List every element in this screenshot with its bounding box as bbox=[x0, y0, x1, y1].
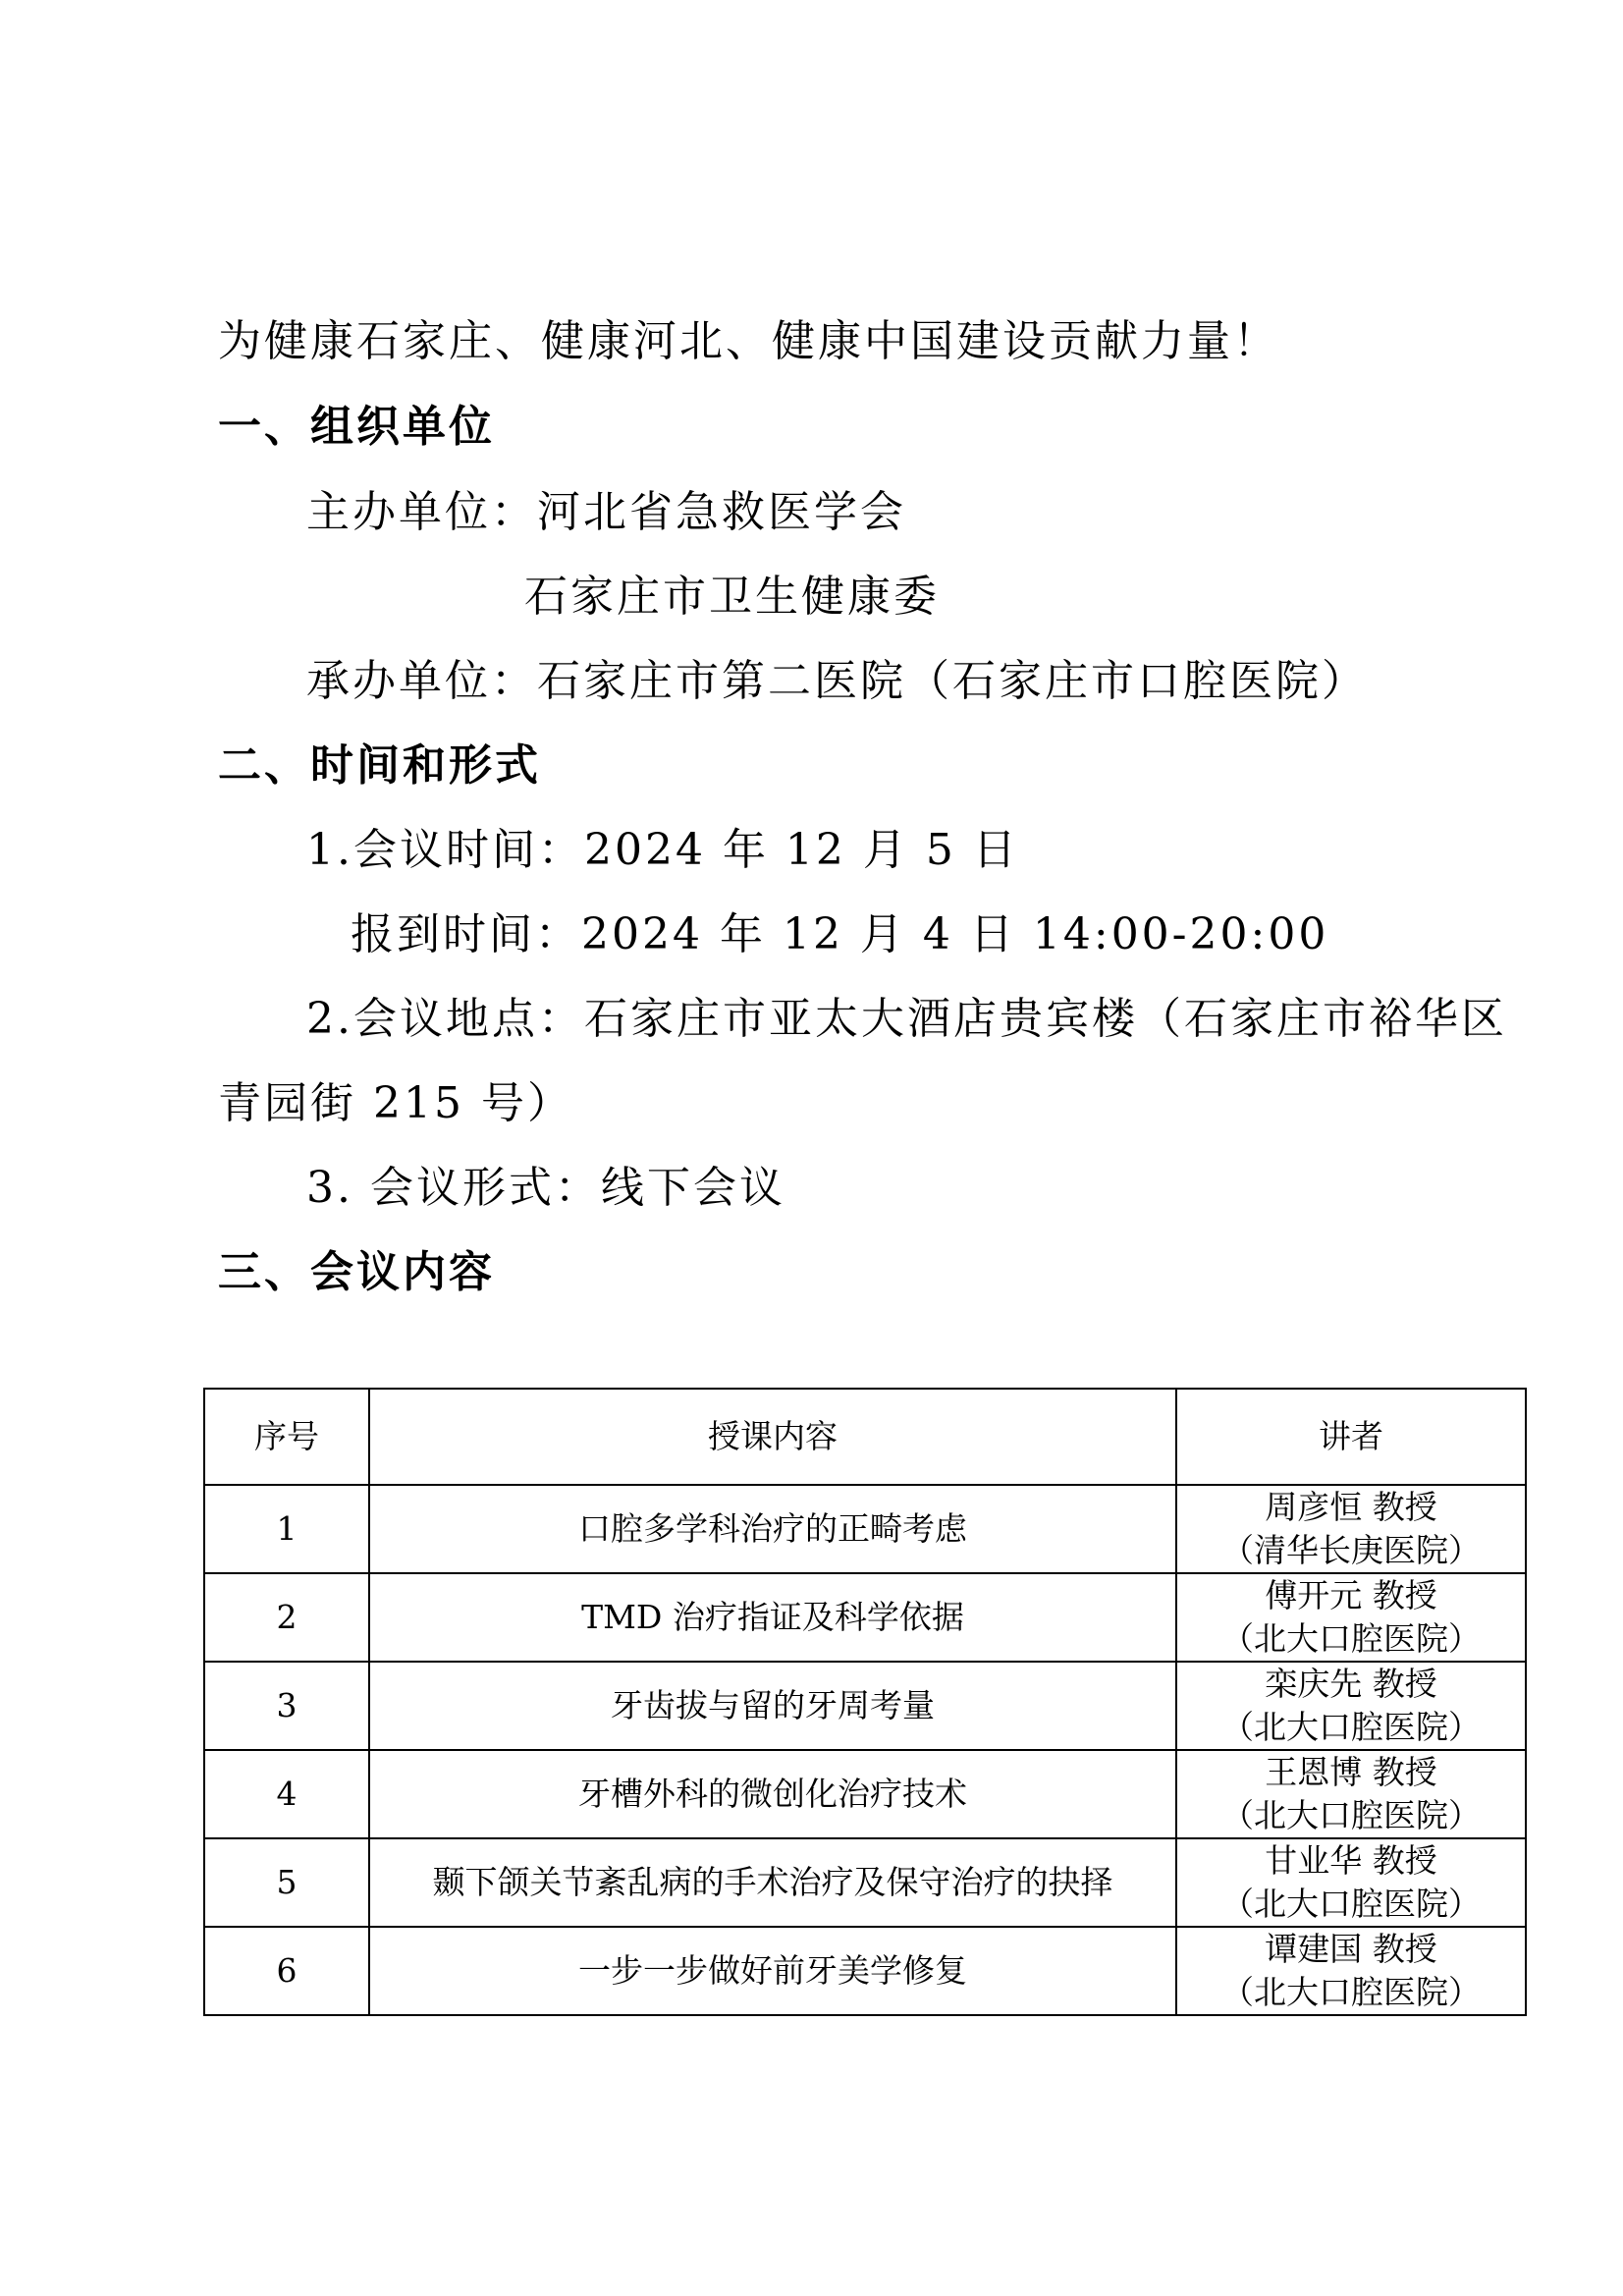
section-2-heading: 二、时间和形式 bbox=[218, 740, 541, 791]
speaker-name: 栾庆先 教授 bbox=[1265, 1665, 1437, 1703]
row-speaker-cell bbox=[1176, 1927, 1526, 2015]
intro-line: 为健康石家庄、健康河北、健康中国建设贡献力量！ bbox=[218, 316, 1279, 366]
venue-line-1: 2.会议地点：石家庄市亚太大酒店贵宾楼（石家庄市裕华区 bbox=[306, 994, 1507, 1044]
row-number: 3 bbox=[204, 1662, 369, 1750]
table-row bbox=[204, 1573, 1526, 1662]
host-unit-row bbox=[306, 483, 906, 542]
speaker-name: 甘业华 教授 bbox=[1265, 1841, 1437, 1880]
header-speaker: 讲者 bbox=[1176, 1389, 1526, 1485]
speaker-name: 王恩博 教授 bbox=[1265, 1753, 1437, 1791]
speaker-name: 谭建国 教授 bbox=[1265, 1930, 1437, 1968]
table-row bbox=[204, 1750, 1526, 1838]
organizer-label: 承办单位： bbox=[306, 656, 537, 706]
meeting-time: 1.会议时间：2024 年 12 月 5 日 bbox=[306, 825, 1019, 875]
row-speaker-cell bbox=[1176, 1662, 1526, 1750]
schedule-table bbox=[203, 1388, 1527, 2016]
speaker-org: （北大口腔医院） bbox=[1221, 1619, 1481, 1658]
speaker-org: （北大口腔医院） bbox=[1221, 1973, 1481, 2011]
table-row bbox=[204, 1485, 1526, 1573]
row-topic: TMD 治疗指证及科学依据 bbox=[369, 1573, 1176, 1662]
table-row bbox=[204, 1927, 1526, 2015]
table-header-row bbox=[204, 1389, 1526, 1485]
row-number: 5 bbox=[204, 1838, 369, 1927]
row-topic: 牙齿拔与留的牙周考量 bbox=[369, 1662, 1176, 1750]
row-number: 6 bbox=[204, 1927, 369, 2015]
speaker-name: 傅开元 教授 bbox=[1265, 1576, 1437, 1614]
row-number: 1 bbox=[204, 1485, 369, 1573]
header-number: 序号 bbox=[204, 1389, 369, 1485]
section-3-heading: 三、会议内容 bbox=[218, 1247, 495, 1297]
row-speaker-cell bbox=[1176, 1750, 1526, 1838]
speaker-org: （清华长庚医院） bbox=[1221, 1531, 1481, 1569]
host-unit-1: 河北省急救医学会 bbox=[537, 487, 906, 537]
row-speaker-cell bbox=[1176, 1573, 1526, 1662]
row-topic: 口腔多学科治疗的正畸考虑 bbox=[369, 1485, 1176, 1573]
speaker-org: （北大口腔医院） bbox=[1221, 1796, 1481, 1834]
section-1-heading: 一、组织单位 bbox=[218, 402, 495, 452]
speaker-org: （北大口腔医院） bbox=[1221, 1885, 1481, 1923]
host-label: 主办单位： bbox=[306, 487, 537, 537]
row-speaker-cell bbox=[1176, 1838, 1526, 1927]
header-topic: 授课内容 bbox=[369, 1389, 1176, 1485]
organizer-unit: 石家庄市第二医院（石家庄市口腔医院） bbox=[537, 656, 1368, 706]
row-number: 2 bbox=[204, 1573, 369, 1662]
row-topic: 颞下颌关节紊乱病的手术治疗及保守治疗的抉择 bbox=[369, 1838, 1176, 1927]
organizer-row bbox=[306, 652, 1368, 711]
row-topic: 一步一步做好前牙美学修复 bbox=[369, 1927, 1176, 2015]
table-row bbox=[204, 1838, 1526, 1927]
registration-time: 报到时间：2024 年 12 月 4 日 14:00-20:00 bbox=[351, 909, 1329, 959]
table-row bbox=[204, 1662, 1526, 1750]
speaker-name: 周彦恒 教授 bbox=[1265, 1488, 1437, 1526]
meeting-format: 3. 会议形式：线下会议 bbox=[306, 1163, 785, 1213]
row-topic: 牙槽外科的微创化治疗技术 bbox=[369, 1750, 1176, 1838]
row-number: 4 bbox=[204, 1750, 369, 1838]
host-unit-2: 石家庄市卫生健康委 bbox=[524, 572, 940, 622]
row-speaker-cell bbox=[1176, 1485, 1526, 1573]
venue-line-2: 青园街 215 号） bbox=[218, 1078, 573, 1128]
speaker-org: （北大口腔医院） bbox=[1221, 1708, 1481, 1746]
